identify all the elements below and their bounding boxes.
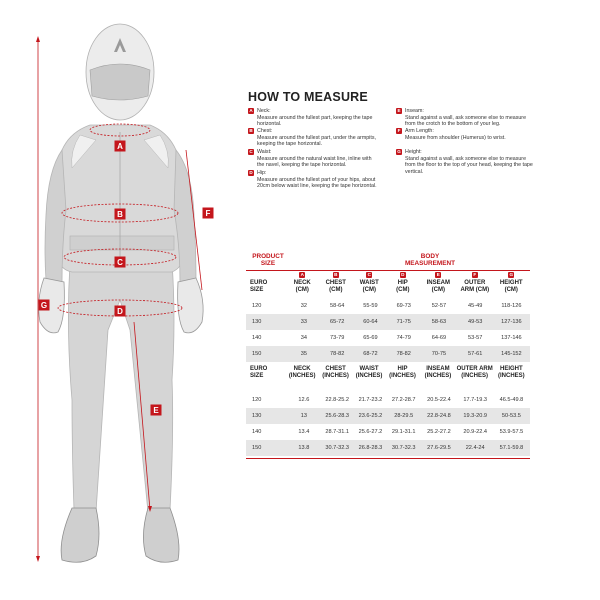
instruction-letter-badge: C xyxy=(249,149,253,155)
column-header xyxy=(386,272,420,294)
measurement-cell: 34 xyxy=(300,335,307,341)
instruction-d xyxy=(248,170,380,190)
measurement-cell: 33 xyxy=(300,319,307,325)
table-row xyxy=(246,440,530,456)
instruction-name: Height: xyxy=(405,149,422,155)
column-header-label: WAIST (INCHES) xyxy=(355,366,383,379)
how-to-measure-title: HOW TO MEASURE xyxy=(248,90,368,104)
table-header-row xyxy=(246,272,530,298)
table-bottom-rule xyxy=(246,458,530,459)
measurement-cell: 28.7-31.1 xyxy=(325,429,349,435)
size-cell: 120 xyxy=(252,303,262,309)
figure-label-a xyxy=(115,141,126,152)
column-header-label: INSEAM (CM) xyxy=(426,280,450,293)
instruction-letter-badge: A xyxy=(249,108,253,114)
instruction-text: Measure from shoulder (Humerus) to wrist. xyxy=(405,134,506,141)
measurement-cell: 58-63 xyxy=(431,319,447,325)
instruction-letter-badge: G xyxy=(397,149,401,155)
column-header-label: OUTER ARM (CM) xyxy=(460,280,490,293)
instruction-name: Arm Length: xyxy=(405,128,434,134)
measurement-cell: 49-53 xyxy=(468,319,483,325)
column-header-label: CHEST (INCHES) xyxy=(322,366,349,379)
column-header xyxy=(319,366,352,380)
column-header xyxy=(419,366,456,380)
column-header xyxy=(493,366,530,380)
column-header xyxy=(420,272,457,294)
measurement-cell: 13 xyxy=(300,413,307,419)
measurement-cell: 22.4-24 xyxy=(465,445,485,451)
instruction-name: Hip: xyxy=(257,170,267,176)
size-cell: 150 xyxy=(252,445,262,451)
instruction-name: Inseam: xyxy=(405,108,424,114)
svg-text:E: E xyxy=(153,406,159,415)
instruction-a xyxy=(248,108,380,128)
column-header-label: HIP (INCHES) xyxy=(389,366,416,379)
column-letter-badge: G xyxy=(509,272,514,277)
figure-label-f xyxy=(203,208,214,219)
column-header-label: EURO SIZE xyxy=(250,366,268,379)
figure-label-e xyxy=(151,405,162,416)
table-row xyxy=(246,424,530,440)
instruction-letter-badge: F xyxy=(397,128,401,134)
instruction-c xyxy=(248,149,380,169)
instruction-text: Measure around the natural waist line, inline with the navel, keeping the tape horizontal. xyxy=(257,155,372,169)
size-cell: 130 xyxy=(252,319,262,325)
measurement-cell: 22.8-25.2 xyxy=(325,397,349,403)
measurement-cell: 28-29.5 xyxy=(394,413,414,419)
measurement-cell: 17.7-19.3 xyxy=(463,397,487,403)
measurement-cell: 69-73 xyxy=(396,303,411,309)
measurement-cell: 12.6 xyxy=(298,397,310,403)
instruction-g xyxy=(396,149,536,175)
instruction-name: Neck: xyxy=(257,108,271,114)
measurement-cell: 118-126 xyxy=(501,303,522,309)
size-cell: 120 xyxy=(252,397,262,403)
column-header-label: NECK (INCHES) xyxy=(288,366,316,379)
table-header-row xyxy=(246,366,530,392)
table-row xyxy=(246,314,530,330)
measurement-cell: 55-59 xyxy=(363,303,378,309)
body-measurement-label: BODY MEASUREMENT xyxy=(404,253,456,268)
instruction-text: Stand against a wall, ask someone else to measure from the crotch to the bottom of your leg. xyxy=(405,114,527,128)
instruction-text: Measure around the fullest part, keeping the tape horizontal. xyxy=(257,114,373,128)
column-header xyxy=(353,272,387,294)
instruction-b xyxy=(248,128,380,148)
figure-label-b xyxy=(115,209,126,220)
measurement-cell: 145-152 xyxy=(501,351,522,357)
instruction-letter-badge: B xyxy=(249,128,253,134)
instruction-letter-badge: D xyxy=(249,170,253,176)
measurement-cell: 29.1-31.1 xyxy=(391,429,416,435)
measurement-cell: 21.7-23.2 xyxy=(358,397,383,403)
size-cell: 140 xyxy=(252,335,262,341)
table-row xyxy=(246,346,530,362)
measurement-cell: 25.2-27.2 xyxy=(427,429,451,435)
size-table-cm xyxy=(246,272,530,362)
column-header-label: EURO SIZE xyxy=(250,280,268,293)
svg-text:F: F xyxy=(205,209,211,218)
measurement-cell: 70-75 xyxy=(431,351,447,357)
measurement-cell: 45-49 xyxy=(468,303,483,309)
column-header xyxy=(457,272,493,294)
measurement-cell: 64-69 xyxy=(431,335,447,341)
instruction-text: Measure around the fullest part, under the armpits, keeping the tape horizontal. xyxy=(257,134,376,148)
measurement-cell: 57.1-59.8 xyxy=(499,445,524,451)
measurement-cell: 74-79 xyxy=(396,335,411,341)
right-shoe xyxy=(143,508,179,562)
figure-label-c xyxy=(115,257,126,268)
measurement-cell: 22.8-24.8 xyxy=(427,413,451,419)
measurement-cell: 65-69 xyxy=(363,335,378,341)
column-header xyxy=(246,272,286,294)
column-header xyxy=(319,272,353,294)
column-letter-badge: B xyxy=(334,272,338,277)
table-top-rule xyxy=(246,270,530,271)
column-header xyxy=(352,366,385,380)
helmet-visor xyxy=(90,64,150,100)
measurement-cell: 52-57 xyxy=(431,303,447,309)
instruction-e xyxy=(396,108,536,128)
instruction-f xyxy=(396,128,536,141)
column-header-label: HEIGHT (INCHES) xyxy=(497,366,525,379)
product-size-label: PRODUCT SIZE xyxy=(252,253,284,268)
instruction-letter-badge: E xyxy=(397,108,401,114)
column-letter-badge: C xyxy=(367,272,371,277)
column-header-label: WAIST (CM) xyxy=(359,280,379,293)
svg-text:C: C xyxy=(117,258,123,267)
suit-legs xyxy=(68,262,174,512)
left-shoe xyxy=(61,508,99,562)
measurement-cell: 30.7-32.3 xyxy=(391,445,416,451)
table-row xyxy=(246,298,530,314)
measurement-cell: 60-64 xyxy=(363,319,378,325)
column-header-label: INSEAM (INCHES) xyxy=(424,366,452,379)
measurement-cell: 53-57 xyxy=(468,335,483,341)
measurement-cell: 68-72 xyxy=(363,351,378,357)
measurement-cell: 32 xyxy=(300,303,307,309)
measurement-cell: 53.9-57.5 xyxy=(499,429,524,435)
column-header-label: NECK (CM) xyxy=(293,280,311,293)
column-header-label: HEIGHT (CM) xyxy=(499,280,523,293)
size-cell: 140 xyxy=(252,429,262,435)
measurement-cell: 71-75 xyxy=(396,319,411,325)
measurement-cell: 20.5-22.4 xyxy=(427,397,451,403)
column-header xyxy=(286,272,320,294)
table-row xyxy=(246,330,530,346)
measurement-cell: 27.6-29.5 xyxy=(427,445,451,451)
column-header-label: CHEST (CM) xyxy=(325,280,346,293)
measurement-cell: 25.6-28.3 xyxy=(325,413,349,419)
column-header xyxy=(246,366,285,380)
column-letter-badge: A xyxy=(300,272,304,277)
svg-text:A: A xyxy=(117,142,123,151)
measurement-cell: 23.6-25.2 xyxy=(358,413,383,419)
right-glove xyxy=(178,278,204,333)
column-letter-badge: F xyxy=(473,272,477,277)
measurement-cell: 30.7-32.3 xyxy=(325,445,349,451)
svg-text:B: B xyxy=(117,210,123,219)
instruction-name: Chest: xyxy=(257,128,273,134)
measurement-cell: 50-53.5 xyxy=(501,413,521,419)
instruction-name: Waist: xyxy=(257,149,272,155)
measurement-cell: 46.5-49.8 xyxy=(499,397,524,403)
measurement-cell: 13.8 xyxy=(298,445,310,451)
table-row xyxy=(246,392,530,408)
measurement-cell: 78-82 xyxy=(330,351,345,357)
measurement-cell: 57-61 xyxy=(468,351,483,357)
size-cell: 130 xyxy=(252,413,262,419)
measurement-cell: 65-72 xyxy=(330,319,345,325)
instruction-text: Measure around the fullest part of your hips, about 20cm below waist line, keeping the tape horizontal. xyxy=(257,176,377,190)
column-header xyxy=(285,366,318,380)
measurement-cell: 26.8-28.3 xyxy=(358,445,383,451)
column-header xyxy=(457,366,493,380)
column-header-label: HIP (CM) xyxy=(396,280,410,293)
measurement-cell: 27.2-28.7 xyxy=(391,397,416,403)
column-header xyxy=(493,272,530,294)
svg-text:D: D xyxy=(117,307,123,316)
suit-figure xyxy=(0,0,240,600)
column-letter-badge: E xyxy=(436,272,440,277)
column-letter-badge: D xyxy=(401,272,405,277)
figure-label-d xyxy=(115,306,126,317)
measurement-cell: 58-64 xyxy=(330,303,345,309)
column-header-label: OUTER ARM (INCHES) xyxy=(456,366,493,379)
measurement-cell: 73-79 xyxy=(330,335,345,341)
table-row xyxy=(246,408,530,424)
measurement-cell: 20.9-22.4 xyxy=(463,429,487,435)
measurement-cell: 137-146 xyxy=(501,335,522,341)
measurement-cell: 19.3-20.9 xyxy=(463,413,487,419)
figure-label-g xyxy=(39,300,50,311)
size-cell: 150 xyxy=(252,351,262,357)
measurement-cell: 13.4 xyxy=(298,429,310,435)
svg-text:G: G xyxy=(40,301,48,310)
measurement-cell: 35 xyxy=(300,351,307,357)
measurement-cell: 25.6-27.2 xyxy=(358,429,383,435)
measurement-cell: 127-136 xyxy=(501,319,522,325)
suit-belt xyxy=(70,236,174,250)
instruction-text: Stand against a wall, ask someone else to measure from the floor to the top of your head, keeping the tape vertical. xyxy=(405,155,533,175)
measurement-cell: 78-82 xyxy=(396,351,411,357)
column-header xyxy=(386,366,419,380)
size-table-inches xyxy=(246,366,530,456)
